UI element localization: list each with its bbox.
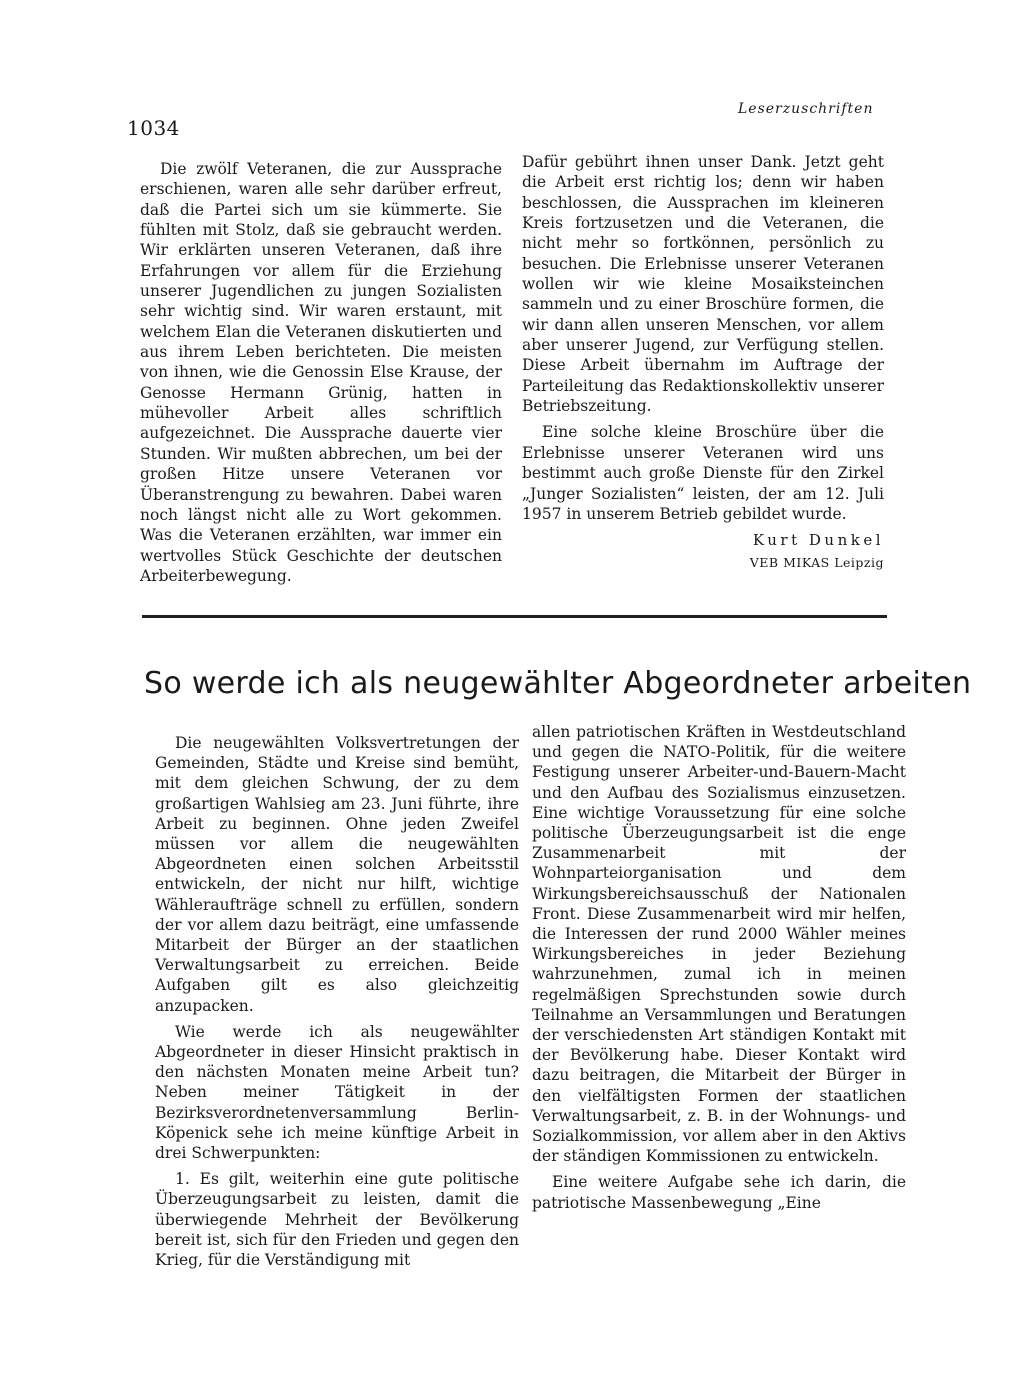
article-headline: So werde ich als neugewählter Abgeordneter arbeiten: [144, 666, 972, 701]
article-paragraph: Wie werde ich als neugewählter Abgeordneter in dieser Hinsicht praktisch in den nächsten Monaten meine Arbeit tun? Neben meiner Tätigkeit in der Bezirksverordnetenversammlung Berlin-Köpenick sehe ich meine künftige Arbeit in drei Schwerpunkten:: [155, 1022, 519, 1163]
section-label: Leserzuschriften: [738, 101, 874, 117]
letter-organization: VEB MIKAS Leipzig: [749, 554, 884, 570]
letter-paragraph: Eine solche kleine Broschüre über die Erlebnisse unserer Veteranen wird uns bestimmt auch große Dienste für den Zirkel „Junger Sozialisten“ leisten, der am 12. Juli 1957 in unserem Betrieb gebildet wurde.: [522, 423, 884, 523]
letter-paragraph: Dafür gebührt ihnen unser Dank. Jetzt geht die Arbeit erst richtig los; denn wir haben beschlossen, die Aussprachen im kleineren Kreis fortzusetzen und die Veteranen, die nicht mehr so fortkönnen, persönlich zu besuchen. Die Erlebnisse unserer Veteranen wollen wir wie kleine Mosaiksteinchen sammeln und zu einer Broschüre formen, die wir dann allen unseren Menschen, vor allem aber unserer Jugend, zur Verfügung stellen. Diese Arbeit übernahm im Auftrage der Parteileitung das Redaktionskollektiv unserer Betriebszeitung.: [522, 153, 884, 416]
page-number: 1034: [127, 116, 180, 140]
section-divider: [142, 615, 887, 618]
letter-paragraph: Die zwölf Veteranen, die zur Aussprache erschienen, waren alle sehr darüber erfreut, daß die Partei sich um sie kümmerte. Sie fühlten mit Stolz, daß sie gebraucht werden. Wir erklärten unseren Veteranen, daß ihre Erfahrungen vor allem für die Erziehung unserer Jugendlichen zu jungen Sozialisten sehr wichtig sind. Wir waren erstaunt, mit welchem Elan die Veteranen diskutierten und aus ihrem Leben berichteten. Die meisten von ihnen, wie die Genossin Else Krause, der Genosse Hermann Grünig, hatten in mühevoller Arbeit alles schriftlich aufgezeichnet. Die Aussprache dauerte vier Stunden. Wir mußten abbrechen, um bei der großen Hitze unsere Veteranen vor Überanstrengung zu bewahren. Dabei waren noch längst nicht alle zu Wort gekommen. Was die Veteranen erzählten, war immer ein wertvolles Stück Geschichte der deutschen Arbeiterbewegung.: [140, 160, 502, 585]
article-paragraph: Die neugewählten Volksvertretungen der Gemeinden, Städte und Kreise sind bemüht, mit dem gleichen Schwung, der zu dem großartigen Wahlsieg am 23. Juni führte, ihre Arbeit zu beginnen. Ohne jeden Zweifel müssen vor allem die neugewählten Abgeordneten einen solchen Arbeitsstil entwickeln, der nicht nur hilft, wichtige Wähleraufträge schnell zu erfüllen, sondern der vor allem dazu beiträgt, eine umfassende Mitarbeit der Bürger an der staatlichen Verwaltungsarbeit zu erreichen. Beide Aufgaben gilt es also gleichzeitig anzupacken.: [155, 734, 519, 1015]
letter-left-column: [140, 159, 502, 586]
article-right-column: [532, 722, 906, 1213]
letter-right-column: [522, 152, 884, 573]
letter-author: Kurt Dunkel: [752, 531, 884, 550]
article-paragraph: 1. Es gilt, weiterhin eine gute politische Überzeugungsarbeit zu leisten, damit die überwiegende Mehrheit der Bevölkerung bereit ist, sich für den Frieden und gegen den Krieg, für die Verständigung mit: [155, 1170, 519, 1270]
article-paragraph: Eine weitere Aufgabe sehe ich darin, die patriotische Massenbewegung „Eine: [532, 1173, 906, 1212]
article-paragraph: allen patriotischen Kräften in Westdeutschland und gegen die NATO-Politik, für die weitere Festigung unserer Arbeiter-und-Bauern-Macht und den Aufbau des Sozialismus einzusetzen. Eine wichtige Voraussetzung für eine solche politische Überzeugungsarbeit ist die enge Zusammenarbeit mit der Wohnparteiorganisation und dem Wirkungsbereichsausschuß der Nationalen Front. Diese Zusammenarbeit wird mir helfen, die Interessen der rund 2000 Wähler meines Wirkungsbereiches in jeder Beziehung wahrzunehmen, zumal ich in meinen regelmäßigen Sprechstunden sowie durch Teilnahme an Versammlungen und Beratungen der verschiedensten Art ständigen Kontakt mit der Bevölkerung habe. Dieser Kontakt wird dazu beitragen, die Mitarbeit der Bürger in den vielfältigsten Formen der staatlichen Verwaltungsarbeit, z. B. in der Wohnungs- und Sozialkommission, vor allem aber in den Aktivs der ständigen Kommissionen zu entwickeln.: [532, 723, 906, 1166]
article-left-column: [155, 733, 519, 1270]
